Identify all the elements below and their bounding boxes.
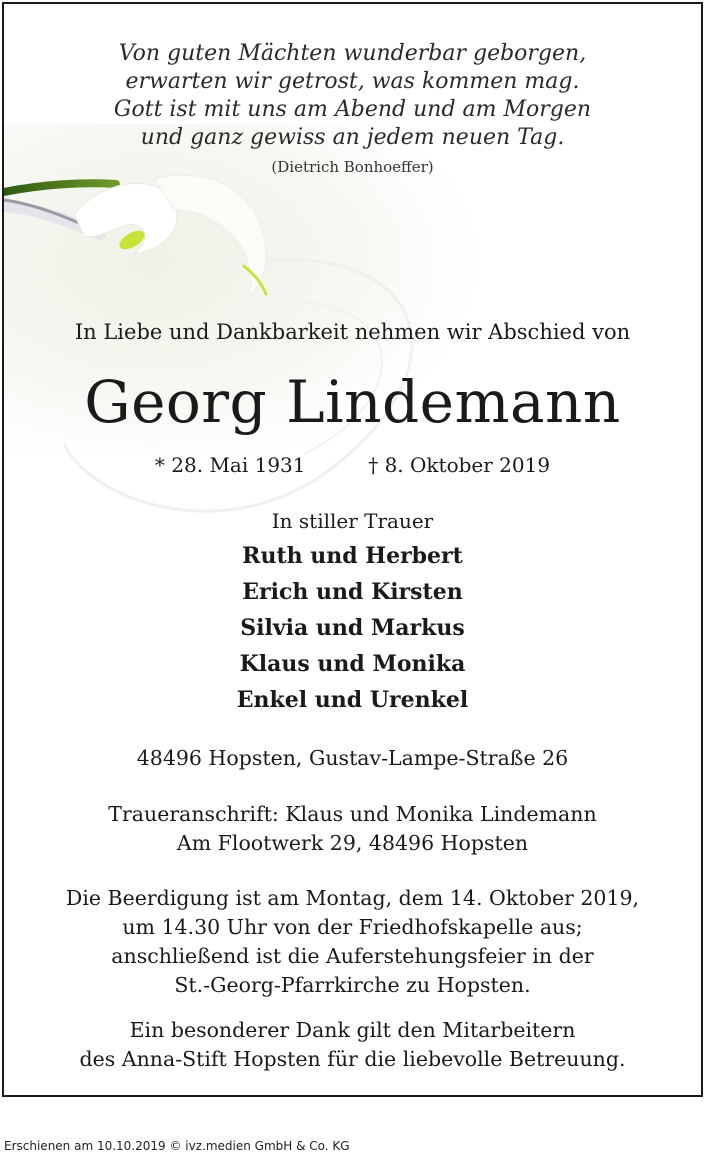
poem-line: erwarten wir getrost, was kommen mag.	[125, 69, 580, 94]
mourner-name: Ruth und Herbert	[242, 543, 463, 569]
mourning-heading: In stiller Trauer	[271, 509, 434, 533]
poem-author: (Dietrich Bonhoeffer)	[271, 158, 434, 176]
mourner-name: Erich und Kirsten	[242, 579, 463, 605]
farewell-intro: In Liebe und Dankbarkeit nehmen wir Abschied von	[74, 320, 631, 344]
family-address: 48496 Hopsten, Gustav-Lampe-Straße 26	[136, 746, 569, 770]
mourner-name: Enkel und Urenkel	[236, 687, 469, 713]
funeral-info-line: St.-Georg-Pfarrkirche zu Hopsten.	[174, 973, 531, 997]
birth-date: * 28. Mai 1931	[154, 453, 306, 477]
life-dates	[4, 453, 701, 477]
mourner-name: Klaus und Monika	[239, 651, 466, 677]
poem-line: Gott ist mit uns am Abend und am Morgen	[113, 97, 592, 122]
thanks-line: Ein besonderer Dank gilt den Mitarbeitern	[129, 1018, 576, 1042]
mourning-address-line: Traueranschrift: Klaus und Monika Lindemann	[108, 802, 597, 826]
deceased-name: Georg Lindemann	[84, 368, 621, 436]
funeral-info-line: anschließend ist die Auferstehungsfeier in der	[111, 944, 594, 968]
mourner-name: Silvia und Markus	[240, 615, 465, 641]
mourning-address-line: Am Flootwerk 29, 48496 Hopsten	[176, 831, 529, 855]
poem-line: und ganz gewiss an jedem neuen Tag.	[140, 125, 565, 150]
death-date: † 8. Oktober 2019	[368, 453, 551, 477]
thanks-line: des Anna-Stift Hopsten für die liebevolle Betreuung.	[79, 1047, 626, 1071]
funeral-info-line: Die Beerdigung ist am Montag, dem 14. Oktober 2019,	[65, 886, 640, 910]
funeral-info-line: um 14.30 Uhr von der Friedhofskapelle aus;	[122, 915, 583, 939]
poem-line: Von guten Mächten wunderbar geborgen,	[118, 41, 587, 66]
publication-footer: Erschienen am 10.10.2019 © ivz.medien GmbH & Co. KG	[4, 1139, 350, 1153]
obituary-notice	[2, 2, 703, 1097]
